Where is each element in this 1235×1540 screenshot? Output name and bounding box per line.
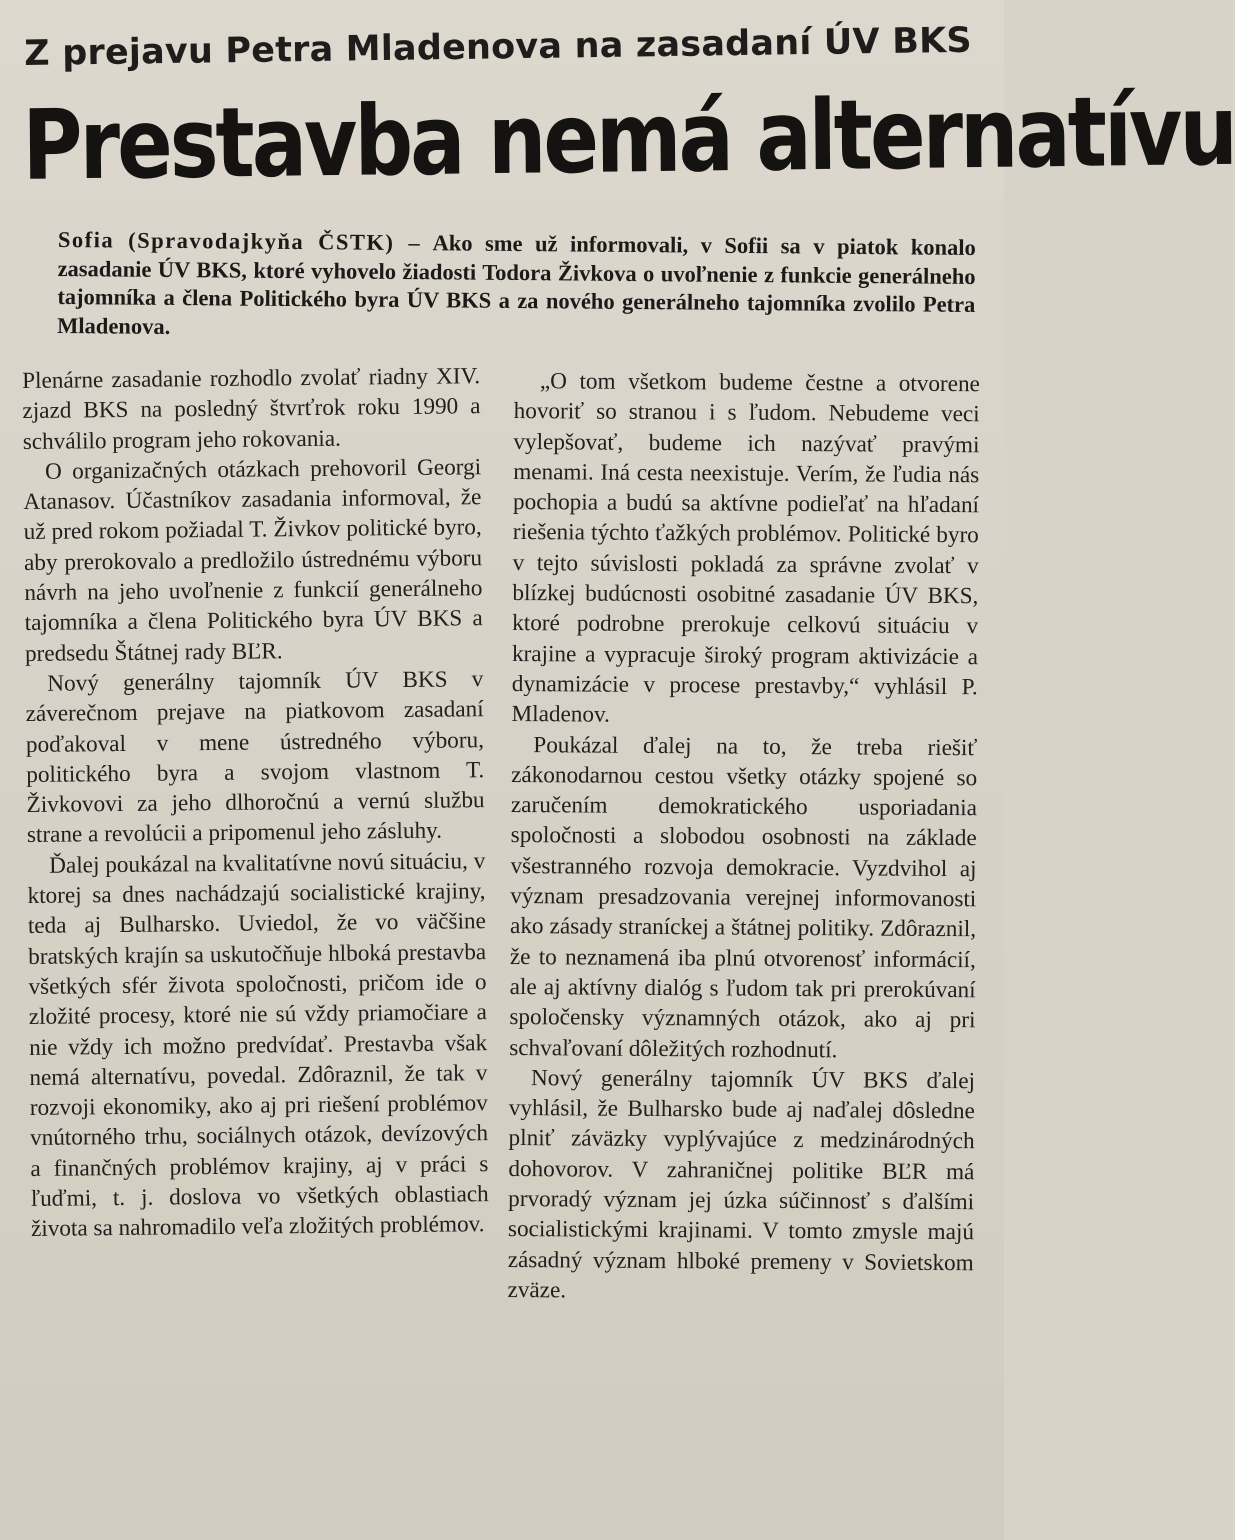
right-column: [507, 366, 980, 1308]
paragraph: Nový generálny tajomník ÚV BKS ďalej vyhlásil, že Bulharsko bude aj naďalej dôsledne plniť záväzky vyplývajúce z medzinárodných dohovorov. V zahraničnej politike BĽR má prvoradý význam jej úzka súčinnosť s ďalšími socialistickými krajinami. V tomto zmysle majú zásadný význam hlboké premeny v Sovietskom zväze.: [507, 1064, 976, 1304]
paragraph: Plenárne zasadanie rozhodlo zvolať riadny XIV. zjazd BKS na posledný štvrťrok roku 1990 a schválilo program jeho rokovania.: [22, 363, 481, 455]
paragraph: O organizačných otázkach prehovoril Georgi Atanasov. Účastníkov zasadania informoval, že už pred rokom požiadal T. Živkov politické byro, aby prerokovalo a predložilo ústrednému výboru návrh na jeho uvoľnenie z funkcií generálneho tajomníka a člena Politického byra ÚV BKS a predsedu Štátnej rady BĽR.: [23, 454, 483, 667]
lead-text: Ako sme už informovali, v Sofii sa v piatok konalo zasadanie ÚV BKS, ktoré vyhovelo žiadosti Todora Živkova o uvoľnenie z funkcie generálneho tajomníka a člena Politického byra ÚV BKS a za nového generálneho tajomníka zvolilo Petra Mladenova.: [57, 230, 976, 339]
article-lead: [57, 226, 976, 348]
article-kicker: Z prejavu Petra Mladenova na zasadaní ÚV BKS: [24, 20, 973, 74]
paragraph: Nový generálny tajomník ÚV BKS v záverečnom prejave na piatkovom zasadaní poďakoval v mene ústredného výboru, politického byra a svojom vlastnom T. Živkovovi za jeho dlhoročnú a vernú službu strane a revolúcii a pripomenul jeho zásluhy.: [25, 666, 485, 849]
paragraph: „O tom všetkom budeme čestne a otvorene hovoriť so stranou i s ľudom. Nebudeme veci vylepšovať, budeme ich nazývať pravými menami. Iná cesta neexistuje. Verím, že ľudia nás pochopia a budú sa aktívne podieľať na hľadaní riešenia týchto ťažkých problémov. Politické byro v tejto súvislosti pokladá za správne zvolať v blízkej budúcnosti osobitné zasadanie ÚV BKS, ktoré podrobne prerokuje celkovú situáciu v krajine a vypracuje široký program aktivizácie a dynamizácie v procese prestavby,“ vyhlásil P. Mladenov.: [511, 368, 980, 728]
article-headline: Prestavba nemá alternatívu: [22, 75, 1235, 203]
left-column: [22, 361, 489, 1244]
lead-dateline: Sofia (Spravodajkyňa ČSTK) –: [57, 226, 422, 256]
paragraph: Ďalej poukázal na kvalitatívne novú situáciu, v ktorej sa dnes nachádzajú socialistické krajiny, teda aj Bulharsko. Uviedol, že vo väčšine bratských krajín sa uskutočňuje hlboká prestavba všetkých sfér života spoločnosti, pričom ide o zložité procesy, ktoré nie sú vždy priamočiare a nie vždy ich možno predvídať. Prestavba však nemá alternatívu, povedal. Zdôraznil, že tak v rozvoji ekonomiky, ako aj pri riešení problémov vnútorného trhu, sociálnych otázok, devízových a finančných problémov krajiny, aj v práci s ľuďmi, t. j. doslova vo všetkých oblastiach života sa nahromadilo veľa zložitých problémov.: [27, 847, 489, 1243]
paragraph: Poukázal ďalej na to, že treba riešiť zákonodarnou cestou všetky otázky spojené so zaručením demokratického usporiadania spoločnosti a slobodou osobnosti na základe všestranného rozvoja demokracie. Vyzdvihol aj význam presadzovania verejnej informovanosti ako zásady straníckej a štátnej politiky. Zdôraznil, že to neznamená iba plnú otvorenosť informácií, ale aj aktívny dialóg s ľudom tak pri prerokúvaní spoločensky významných otázok, ako aj pri schvaľovaní dôležitých rozhodnutí.: [509, 731, 978, 1063]
